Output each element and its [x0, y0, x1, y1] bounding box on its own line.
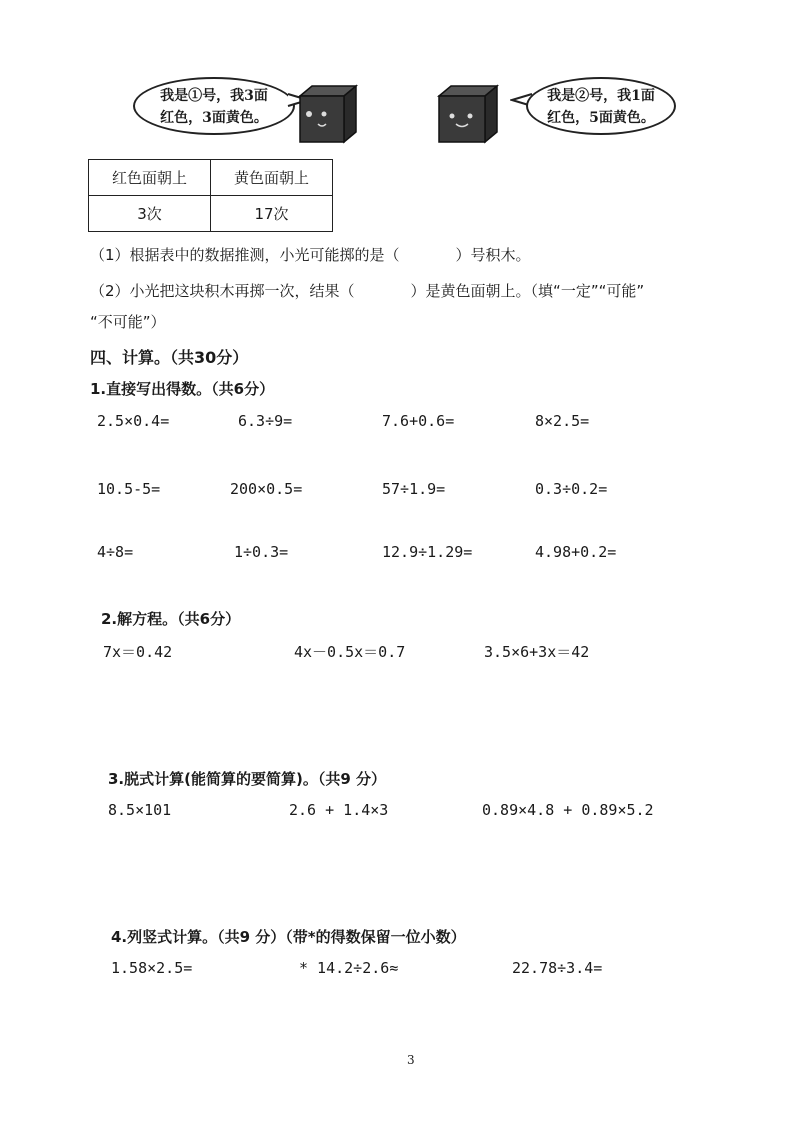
question-2-text-end: ）是黄色面朝上。（填“一定”“可能” — [410, 282, 645, 300]
table-header-cell: 红色面朝上 — [89, 160, 211, 196]
exercise: 6.3÷9= — [238, 412, 293, 430]
results-table — [88, 159, 333, 232]
exercise: 200×0.5= — [230, 480, 303, 498]
expression: 0.89×4.8 + 0.89×5.2 — [482, 801, 654, 819]
equation: 3.5×6+3x＝42 — [484, 643, 590, 661]
part-2-title: 2.解方程。（共6分） — [101, 610, 241, 628]
exercise: 1÷0.3= — [234, 543, 289, 561]
expression: 8.5×101 — [108, 801, 172, 819]
table-cell: 3次 — [89, 196, 211, 232]
exercise: 4.98+0.2= — [535, 543, 617, 561]
vertical-calc: 1.58×2.5= — [111, 959, 193, 977]
exercise: 2.5×0.4= — [97, 412, 170, 430]
question-1-text: （1）根据表中的数据推测，小光可能掷的是（ — [90, 246, 400, 264]
equation: 4x－0.5x＝0.7 — [294, 643, 406, 661]
question-1 — [90, 244, 531, 265]
section-title: 四、计算。（共30分） — [90, 348, 249, 367]
question-2-text: （2）小光把这块积木再掷一次，结果（ — [90, 282, 355, 300]
exercise: 12.9÷1.29= — [382, 543, 473, 561]
question-2 — [90, 280, 644, 301]
exercise: 8×2.5= — [535, 412, 590, 430]
expression: 2.6 + 1.4×3 — [289, 801, 389, 819]
exercise: 57÷1.9= — [382, 480, 446, 498]
exercise: 4÷8= — [97, 543, 134, 561]
part-3-title: 3.脱式计算(能简算的要简算)。（共9 分） — [108, 770, 387, 788]
speech-bubble-cube-2 — [526, 77, 676, 135]
question-1-text-end: ）号积木。 — [455, 246, 531, 264]
exercise: 10.5-5= — [97, 480, 161, 498]
bubble-text-line: 我是①号，我3面 — [160, 88, 268, 104]
cube-2-icon — [437, 84, 501, 146]
table-row — [89, 160, 333, 196]
speech-bubble-cube-1 — [133, 77, 295, 135]
table-header-cell: 黄色面朝上 — [211, 160, 333, 196]
part-1-title: 1.直接写出得数。（共6分） — [90, 380, 275, 398]
page-number: 3 — [407, 1053, 415, 1067]
part-4-title: 4.列竖式计算。（共9 分）（带*的得数保留一位小数） — [111, 928, 466, 946]
question-2-line-2: “不可能”） — [90, 313, 166, 331]
table-cell: 17次 — [211, 196, 333, 232]
equation: 7x＝0.42 — [103, 643, 173, 661]
exercise: 0.3÷0.2= — [535, 480, 608, 498]
bubble-text-line: 我是②号，我1面 — [547, 88, 655, 104]
vertical-calc: * 14.2÷2.6≈ — [299, 959, 399, 977]
bubble-text-line: 红色，5面黄色。 — [547, 110, 655, 126]
exercise: 7.6+0.6= — [382, 412, 455, 430]
vertical-calc: 22.78÷3.4= — [512, 959, 603, 977]
table-row — [89, 196, 333, 232]
bubble-text-line: 红色，3面黄色。 — [160, 110, 268, 126]
cube-1-icon — [298, 84, 360, 146]
